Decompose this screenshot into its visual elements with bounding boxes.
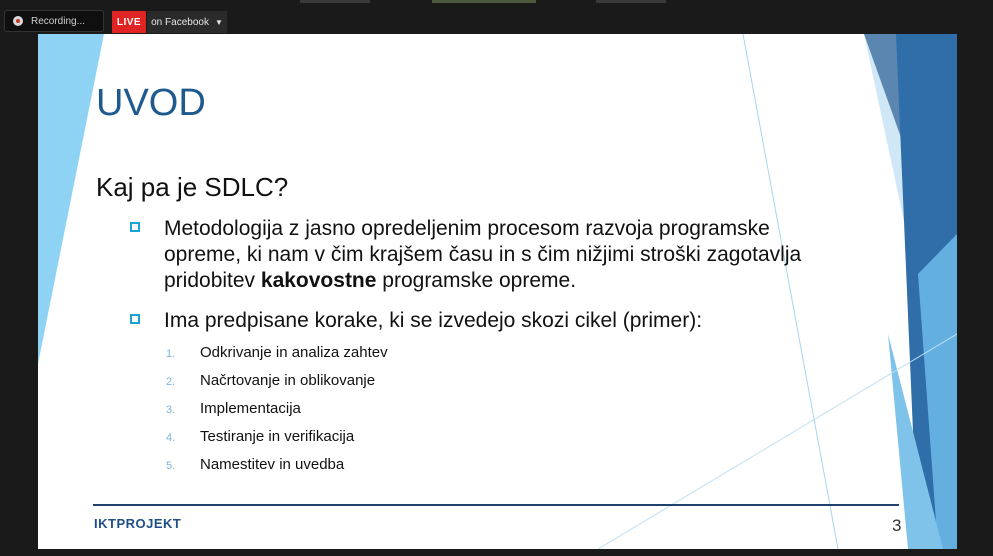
footer-brand: IKTPROJEKT	[94, 516, 182, 531]
list-item: 4. Testiranje in verifikacija	[166, 428, 355, 445]
bullet-text: Metodologija z jasno opredeljenim procesom razvoja programske opreme, ki nam v čim krajšem času in s čim nižjimi stroški zagotavlja pridobitev kakovostne programske opreme.	[164, 217, 802, 292]
bullet-item	[130, 216, 850, 294]
top-tab-hint	[596, 0, 666, 3]
bullet-item	[130, 308, 850, 334]
list-item: 2. Načrtovanje in oblikovanje	[166, 372, 376, 389]
bullet-text: Ima predpisane korake, ki se izvedejo skozi cikel (primer):	[164, 309, 703, 332]
facebook-live-label: on Facebook	[151, 16, 209, 28]
footer-divider	[93, 504, 899, 506]
chevron-down-icon: ▼	[214, 17, 223, 27]
bold-word: kakovostne	[260, 269, 377, 292]
slide-title: UVOD	[96, 82, 206, 124]
square-bullet-icon	[130, 222, 140, 232]
recording-indicator[interactable]	[4, 10, 104, 32]
facebook-live-button[interactable]	[147, 11, 227, 33]
recording-label: Recording...	[31, 15, 85, 27]
slide-number: 3	[892, 516, 902, 535]
list-item: 5. Namestitev in uvedba	[166, 456, 345, 473]
list-item: 1. Odkrivanje in analiza zahtev	[166, 344, 388, 361]
top-thumbnail-hint	[432, 0, 536, 3]
list-item: 3. Implementacija	[166, 400, 301, 417]
slide-subtitle: Kaj pa je SDLC?	[96, 172, 289, 202]
square-bullet-icon	[130, 314, 140, 324]
meeting-toolbar	[0, 0, 993, 34]
top-tab-hint	[300, 0, 370, 3]
live-badge: LIVE	[112, 11, 146, 33]
presentation-slide	[38, 34, 957, 549]
record-icon	[13, 16, 23, 26]
